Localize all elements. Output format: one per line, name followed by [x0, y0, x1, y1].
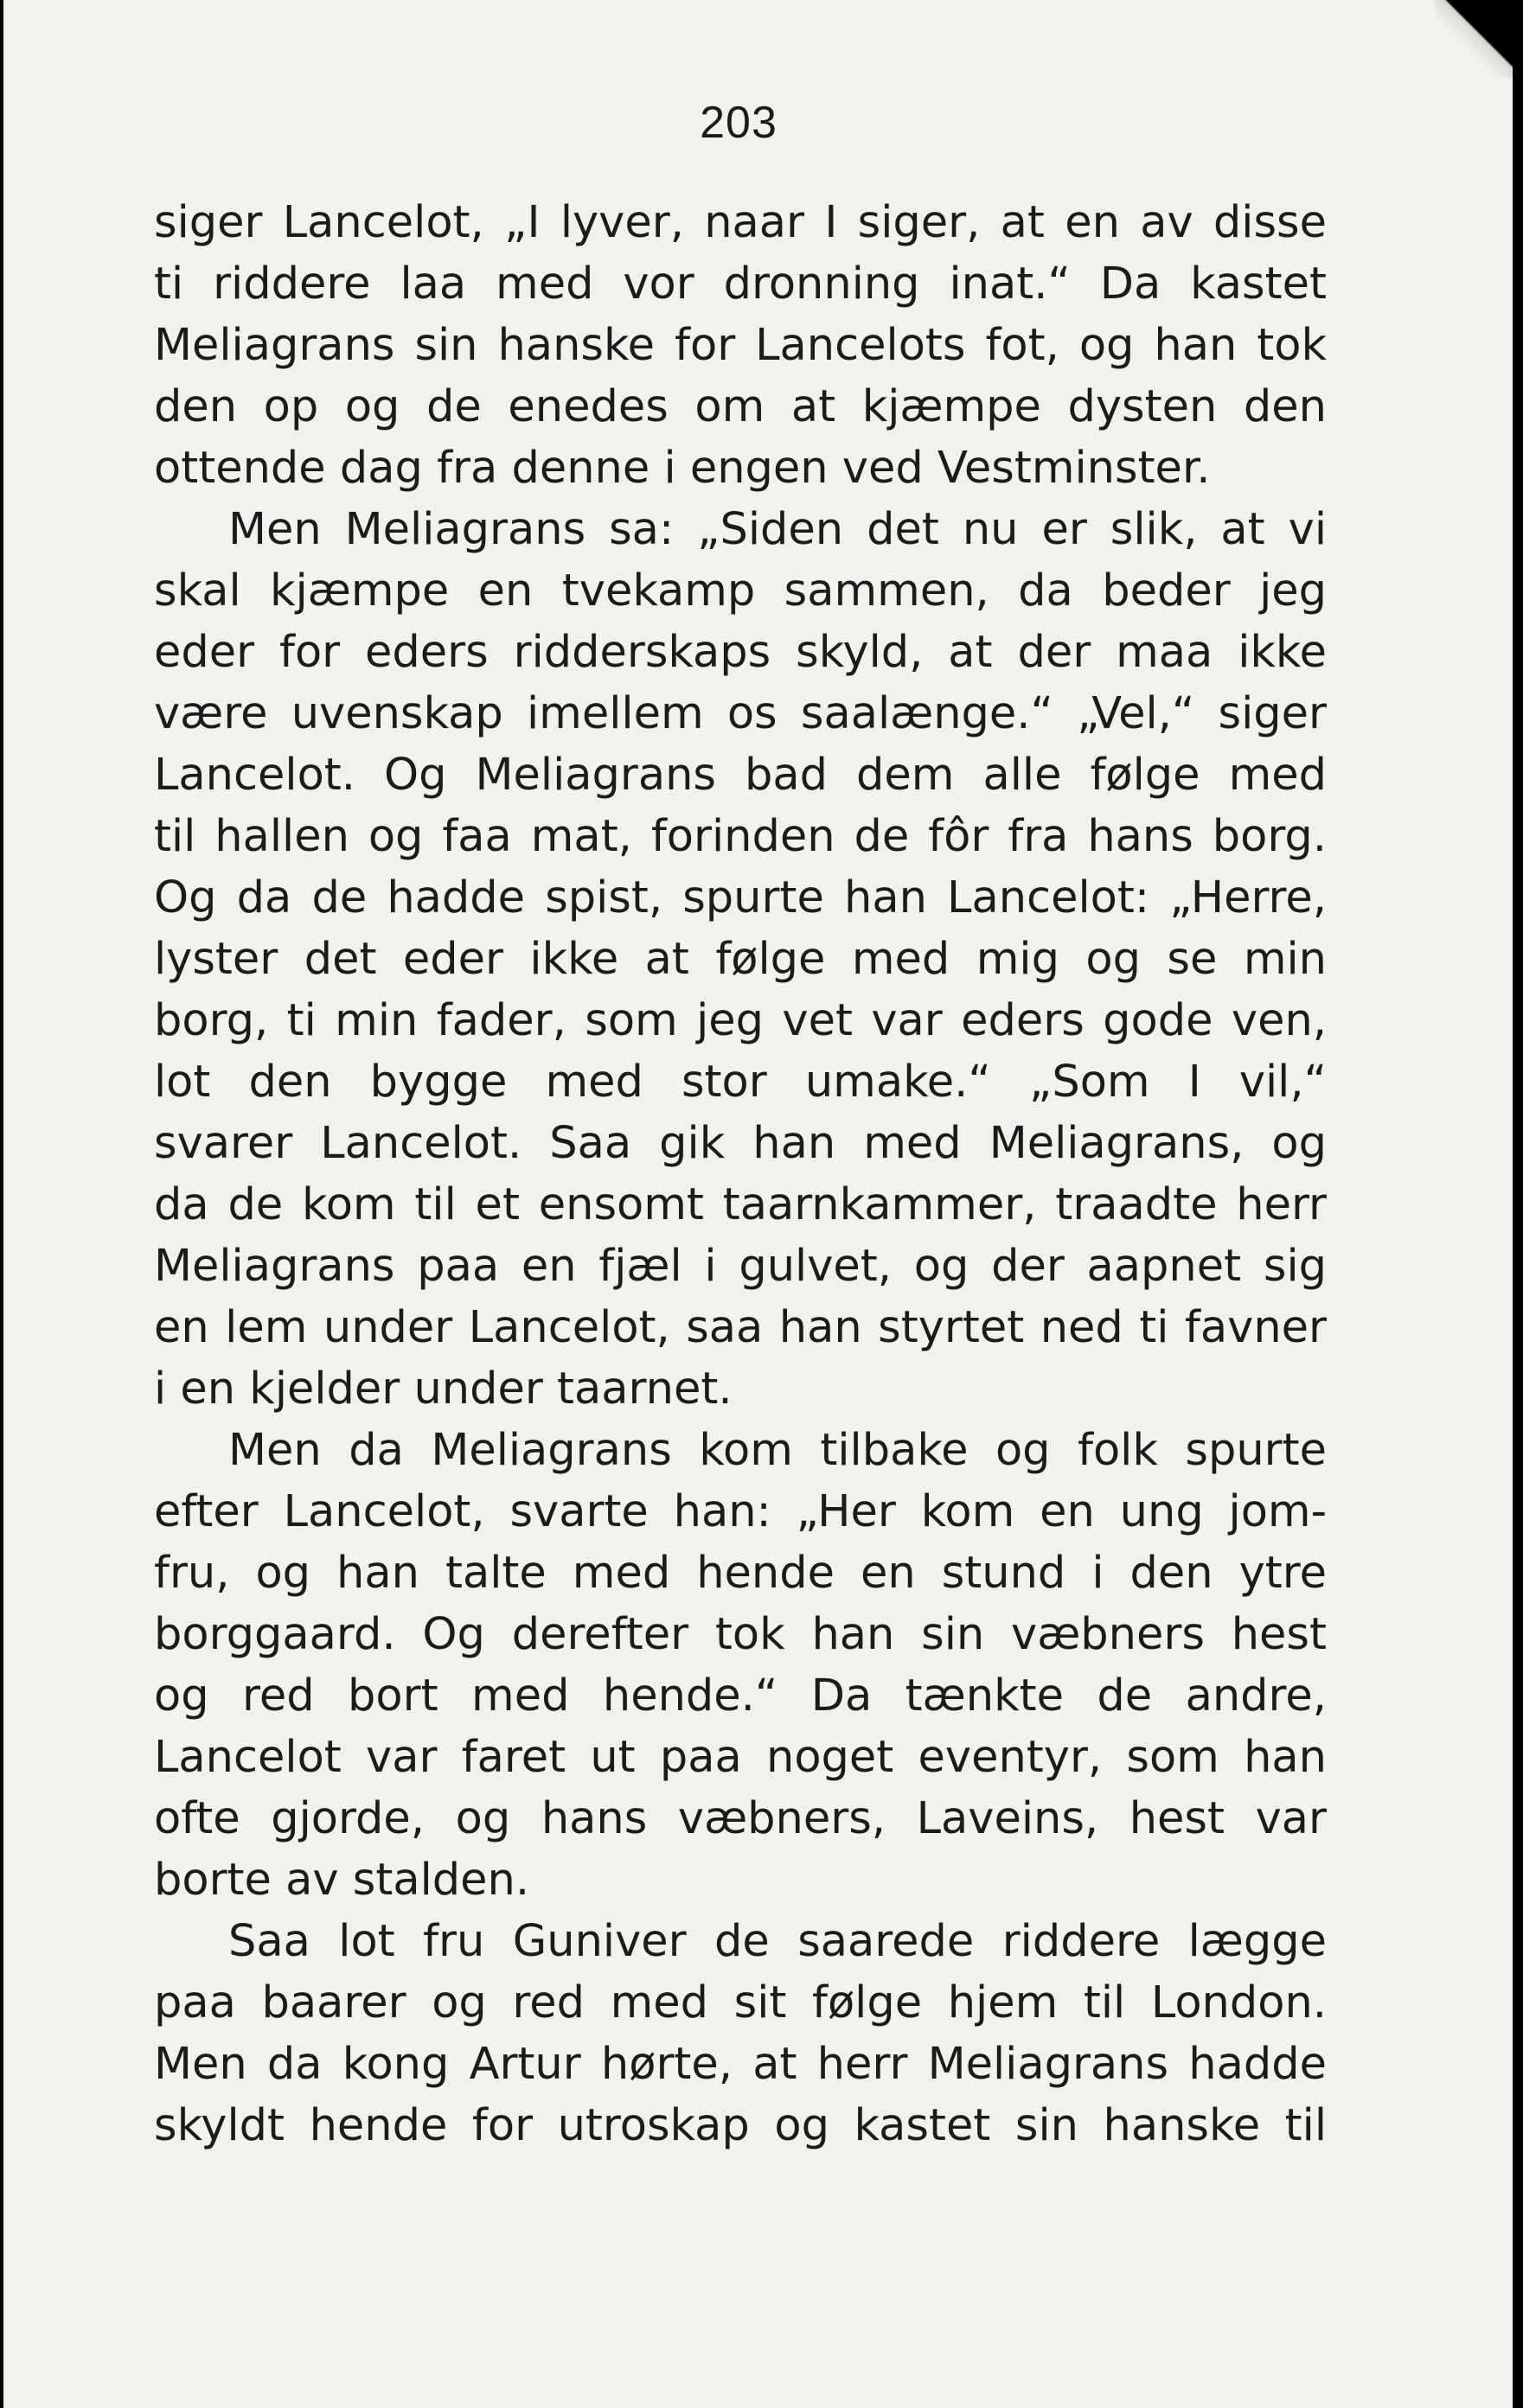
text-line: lot den bygge med stor umake.“ „Som I vil,“ [154, 1057, 1327, 1108]
text-line: da de kom til et ensomt taarnkammer, traadte herr [154, 1179, 1327, 1230]
text-line: fru, og han talte med hende en stund i den ytre [154, 1548, 1327, 1599]
text-line: efter Lancelot, svarte han: „Her kom en ung jom- [154, 1486, 1327, 1537]
text-line: borte av stalden. [154, 1855, 530, 1906]
text-line: og red bort med hende.“ Da tænkte de andre, [154, 1670, 1327, 1721]
text-line: Saa lot fru Guniver de saarede riddere lægge [228, 1916, 1327, 1967]
text-line: borg, ti min fader, som jeg vet var eders gode ven, [154, 995, 1327, 1046]
text-line: eder for eders ridderskaps skyld, at der maa ikke [154, 627, 1327, 678]
book-page [3, 0, 1513, 2408]
text-line: til hallen og faa mat, forinden de fôr fra hans borg. [154, 811, 1327, 862]
text-line: en lem under Lancelot, saa han styrtet ned ti favner [154, 1302, 1327, 1353]
text-line: ofte gjorde, og hans væbners, Laveins, hest var [154, 1793, 1327, 1844]
text-line: i en kjelder under taarnet. [154, 1364, 733, 1415]
text-line: Lancelot. Og Meliagrans bad dem alle følge med [154, 750, 1327, 801]
text-line: paa baarer og red med sit følge hjem til London. [154, 1977, 1327, 2028]
text-line: Men da Meliagrans kom tilbake og folk spurte [228, 1425, 1327, 1476]
text-line: borggaard. Og derefter tok han sin væbners hest [154, 1609, 1327, 1660]
page-corner [1435, 0, 1513, 78]
text-line: Meliagrans sin hanske for Lancelots fot, og han tok [154, 320, 1327, 371]
text-line: være uvenskap imellem os saalænge.“ „Vel,“ siger [154, 688, 1327, 739]
text-line: ottende dag fra denne i engen ved Vestminster. [154, 443, 1211, 494]
text-line: svarer Lancelot. Saa gik han med Meliagrans, og [154, 1118, 1327, 1169]
body-text [154, 192, 1327, 2156]
text-line: lyster det eder ikke at følge med mig og se min [154, 934, 1327, 985]
text-line: siger Lancelot, „I lyver, naar I siger, at en av disse [154, 197, 1327, 248]
page-number: 203 [700, 98, 777, 148]
text-line: Men da kong Artur hørte, at herr Meliagrans hadde [154, 2039, 1327, 2090]
text-line: skyldt hende for utroskap og kastet sin hanske til [154, 2100, 1327, 2151]
text-line: Lancelot var faret ut paa noget eventyr, som han [154, 1732, 1327, 1783]
text-line: ti riddere laa med vor dronning inat.“ Da kastet [154, 259, 1327, 310]
text-line: Men Meliagrans sa: „Siden det nu er slik, at vi [228, 504, 1327, 555]
text-line: den op og de enedes om at kjæmpe dysten den [154, 381, 1327, 432]
text-line: skal kjæmpe en tvekamp sammen, da beder jeg [154, 565, 1327, 616]
text-line: Og da de hadde spist, spurte han Lancelot: „Herre, [154, 872, 1327, 923]
text-line: Meliagrans paa en fjæl i gulvet, og der aapnet sig [154, 1241, 1327, 1292]
